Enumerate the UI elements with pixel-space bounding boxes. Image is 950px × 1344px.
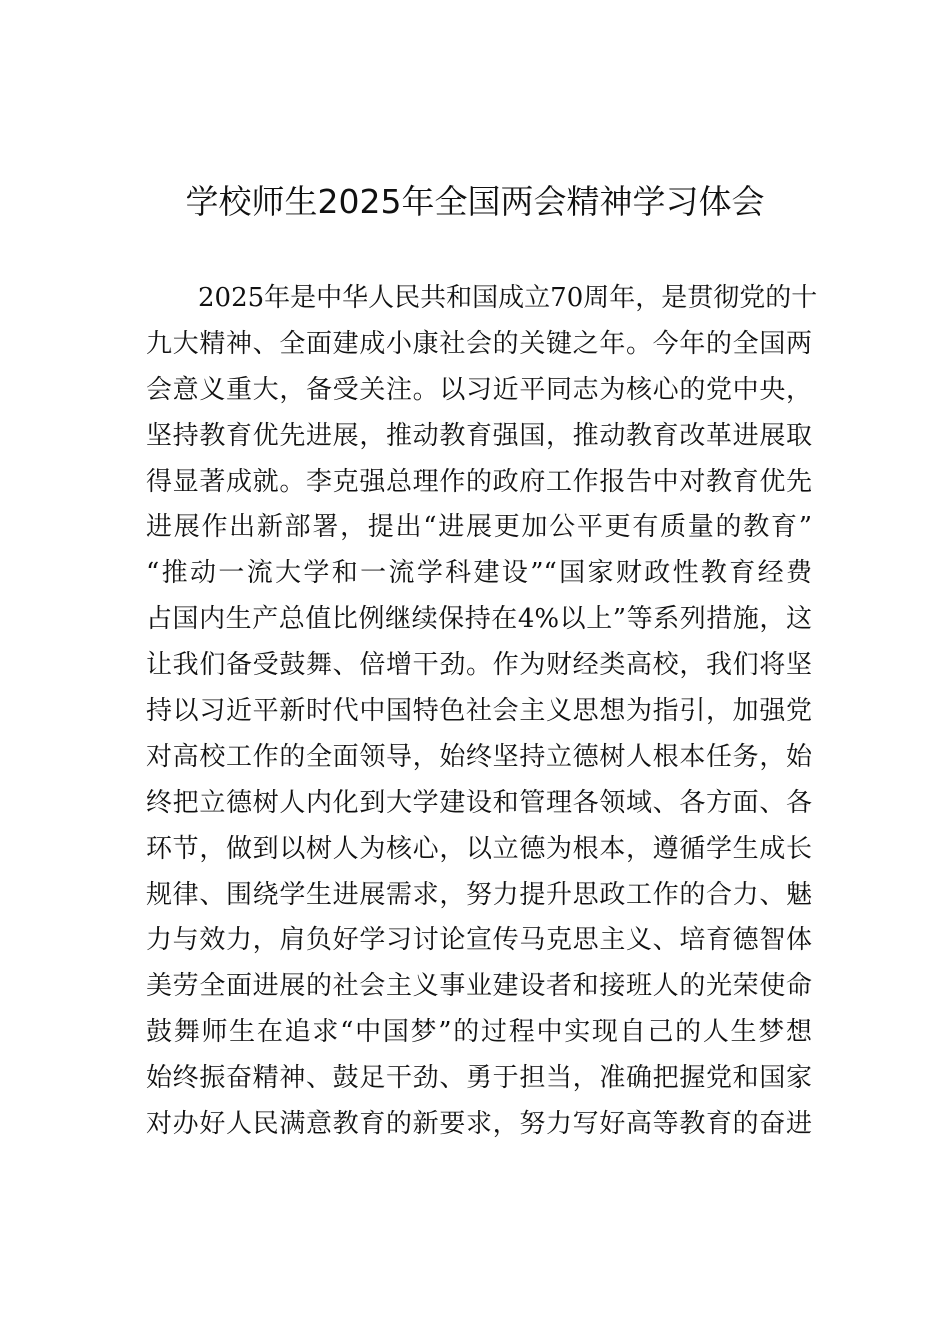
body-line: 始终振奋精神、鼓足干劲、勇于担当，准确把握党和国家 — [146, 1063, 812, 1094]
body-line: 让我们备受鼓舞、倍增干劲。作为财经类高校，我们将坚 — [146, 650, 812, 681]
body-line: 会意义重大，备受关注。以习近平同志为核心的党中央， — [146, 374, 812, 405]
body-line: 持以习近平新时代中国特色社会主义思想为指引，加强党 — [146, 696, 812, 727]
body-line: 鼓舞师生在追求“中国梦”的过程中实现自己的人生梦想 — [146, 1017, 812, 1048]
body-line: 占国内生产总值比例继续保持在4%以上”等系列措施，这 — [146, 604, 812, 635]
body-line: “推动一流大学和一流学科建设”“国家财政性教育经费 — [146, 558, 812, 589]
body-line: 美劳全面进展的社会主义事业建设者和接班人的光荣使命 — [146, 971, 812, 1002]
document-body — [146, 276, 818, 1148]
body-line: 对办好人民满意教育的新要求，努力写好高等教育的奋进 — [146, 1109, 812, 1140]
body-line: 进展作出新部署，提出“进展更加公平更有质量的教育” — [146, 512, 812, 543]
body-line: 坚持教育优先进展，推动教育强国，推动教育改革进展取 — [146, 420, 812, 451]
body-line: 九大精神、全面建成小康社会的关键之年。今年的全国两 — [146, 328, 812, 359]
body-line: 力与效力，肩负好学习讨论宣传马克思主义、培育德智体 — [146, 925, 812, 956]
body-line: 对高校工作的全面领导，始终坚持立德树人根本任务，始 — [146, 741, 812, 772]
body-line: 规律、围绕学生进展需求，努力提升思政工作的合力、魅 — [146, 879, 812, 910]
body-line: 2025年是中华人民共和国成立70周年，是贯彻党的十 — [198, 283, 818, 313]
document-title: 学校师生2025年全国两会精神学习体会 — [185, 182, 765, 221]
body-line: 终把立德树人内化到大学建设和管理各领域、各方面、各 — [146, 787, 812, 818]
body-line: 得显著成就。李克强总理作的政府工作报告中对教育优先 — [146, 466, 812, 497]
body-line: 环节，做到以树人为核心，以立德为根本，遵循学生成长 — [146, 833, 812, 864]
